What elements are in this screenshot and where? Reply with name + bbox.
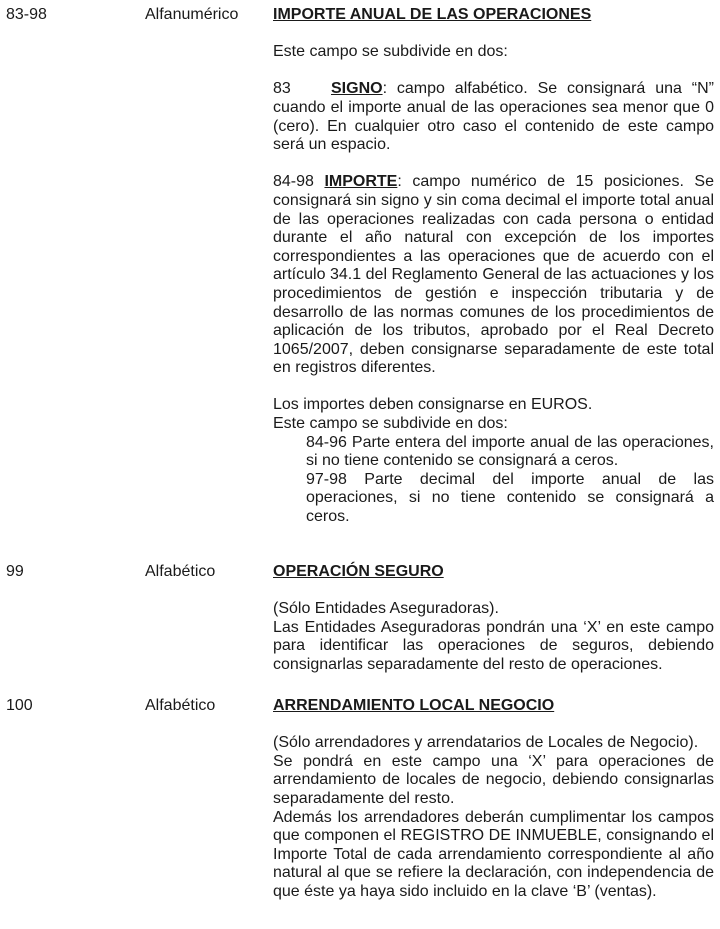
importe-position: 84-98 <box>273 173 314 191</box>
field-note: (Sólo arrendadores y arrendatarios de Locales de Negocio). <box>273 734 699 752</box>
subfield-decimal: 97-98 Parte decimal del importe anual de las operaciones, si no tiene contenido se consignará a ceros. <box>306 470 714 526</box>
field-note: (Sólo Entidades Aseguradoras). <box>273 600 499 618</box>
importe-paragraph <box>273 173 714 378</box>
field-text: Las Entidades Aseguradoras pondrán una ‘X’ en este campo para identificar las operaciones de seguros, debiendo consignarlas separadamente del resto de operaciones. <box>273 618 714 673</box>
field-title: ARRENDAMIENTO LOCAL NEGOCIO <box>273 697 555 714</box>
signo-paragraph <box>273 80 714 154</box>
field-type: Alfanumérico <box>145 6 239 23</box>
field-description <box>273 563 714 675</box>
field-intro: Este campo se subdivide en dos: <box>273 43 508 61</box>
signo-position: 83 <box>273 80 291 98</box>
field-position: 83-98 <box>6 6 47 23</box>
signo-label: SIGNO <box>331 80 383 98</box>
field-title: OPERACIÓN SEGURO <box>273 563 444 580</box>
field-description <box>273 6 714 527</box>
subdivide-note: Este campo se subdivide en dos: <box>273 415 508 433</box>
field-position: 99 <box>6 563 24 580</box>
subfield-entera: 84-96 Parte entera del importe anual de las operaciones, si no tiene contenido se consignará a ceros. <box>306 433 714 470</box>
field-text: Se pondrá en este campo una ‘X’ para operaciones de arrendamiento de locales de negocio, debiendo consignarlas separadamente del resto. <box>273 752 714 807</box>
field-text-extra: Además los arrendadores deberán cumplimentar los campos que componen el REGISTRO DE INMUEBLE, consignando el Importe Total de cada arrendamiento correspondiente al año natural al que se refiere la declaración, con independencia de que éste ya haya sido incluido en la clave ‘B’ (ventas). <box>273 808 714 900</box>
field-title: IMPORTE ANUAL DE LAS OPERACIONES <box>273 6 592 23</box>
signo-text: : campo alfabético. Se consignará una “N” cuando el importe anual de las operaciones sea menor que 0 (cero). En cualquier otro caso el contenido de este campo será un espacio. <box>273 80 714 154</box>
field-position: 100 <box>6 697 33 714</box>
importe-text: : campo numérico de 15 posiciones. Se consignará sin signo y sin coma decimal el importe total anual de las operaciones realizadas con cada persona o entidad durante el año natural con excepción de los importes correspondientes a las operaciones que de acuerdo con el artículo 34.1 del Reglamento General de las actuaciones y los procedimientos de gestión e inspección tributaria y de desarrollo de las normas comunes de los procedimientos de aplicación de los tributos, aprobado por el Real Decreto 1065/2007, deben consignarse separadamente de este total en registros diferentes. <box>273 173 714 377</box>
importe-label: IMPORTE <box>324 173 398 191</box>
field-type: Alfabético <box>145 563 216 580</box>
field-description <box>273 697 714 902</box>
field-type: Alfabético <box>145 697 216 714</box>
euros-note: Los importes deben consignarse en EUROS. <box>273 396 593 414</box>
